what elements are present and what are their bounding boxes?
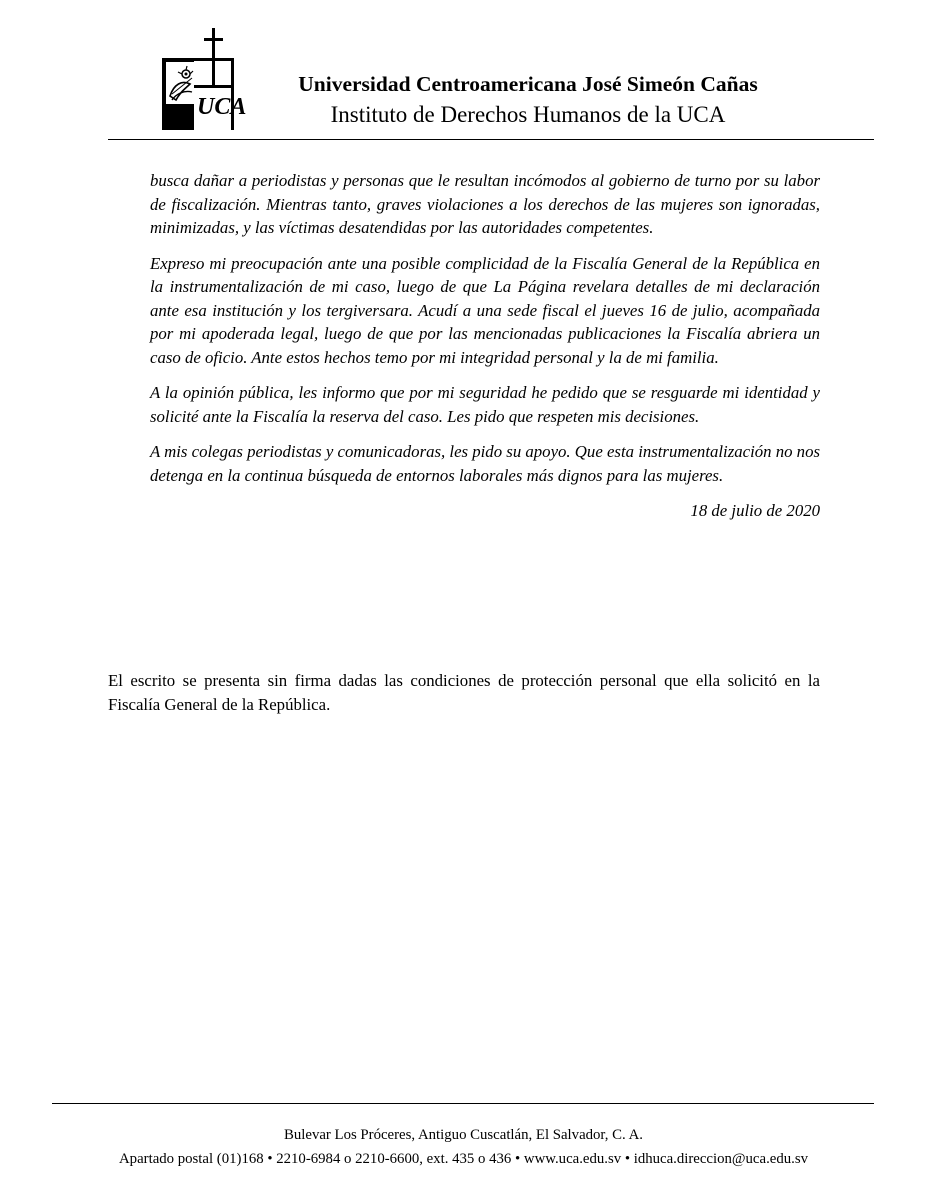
- letter-paragraph: Expreso mi preocupación ante una posible complicidad de la Fiscalía General de la República en la instrumentalización de mi caso, luego de que La Página revelara detalles de mi declaración ante esa institución y los tergiversara. Acudí a una sede fiscal el jueves 16 de julio, acompañada por mi apoderada legal, luego de que por las mencionadas publicaciones la Fiscalía abriera un caso de oficio. Ante estos hechos temo por mi integridad personal y la de mi familia.: [150, 253, 820, 367]
- letter-paragraph: busca dañar a periodistas y personas que le resultan incómodos al gobierno de turno por su labor de fiscalización. Mientras tanto, graves violaciones a los derechos de las mujeres son ignoradas, minimizadas, y las víctimas desatendidas por las autoridades competentes.: [150, 171, 820, 237]
- footer-contact: Apartado postal (01)168 • 2210-6984 o 2210-6600, ext. 435 o 436 • www.uca.edu.sv • idhuca.direccion@uca.edu.sv: [119, 1151, 808, 1167]
- letter-paragraph: A mis colegas periodistas y comunicadoras, les pido su apoyo. Que esta instrumentalización no nos detenga en la continua búsqueda de entornos laborales más dignos para las mujeres.: [150, 442, 820, 485]
- letter-date: 18 de julio de 2020: [690, 501, 820, 520]
- letter-body: [150, 169, 820, 523]
- letterhead-titles: [248, 70, 808, 132]
- letter-paragraph: A la opinión pública, les informo que por mi seguridad he pedido que se resguarde mi identidad y solicité ante la Fiscalía la reserva del caso. Les pido que respeten mis decisiones.: [150, 383, 820, 426]
- institute-name: Instituto de Derechos Humanos de la UCA: [330, 102, 726, 127]
- footer-address: Bulevar Los Próceres, Antiguo Cuscatlán, El Salvador, C. A.: [284, 1127, 643, 1143]
- footer: [0, 1123, 927, 1171]
- unsigned-note: El escrito se presenta sin firma dadas las condiciones de protección personal que ella solicitó en la Fiscalía General de la República.: [108, 671, 820, 714]
- logo-letter-u: UCA: [197, 94, 247, 120]
- uca-logo-icon: [162, 28, 247, 130]
- university-name: Universidad Centroamericana José Simeón Cañas: [298, 72, 758, 96]
- letterhead: [0, 0, 927, 140]
- header-divider: [108, 139, 874, 140]
- footer-divider: [52, 1103, 874, 1104]
